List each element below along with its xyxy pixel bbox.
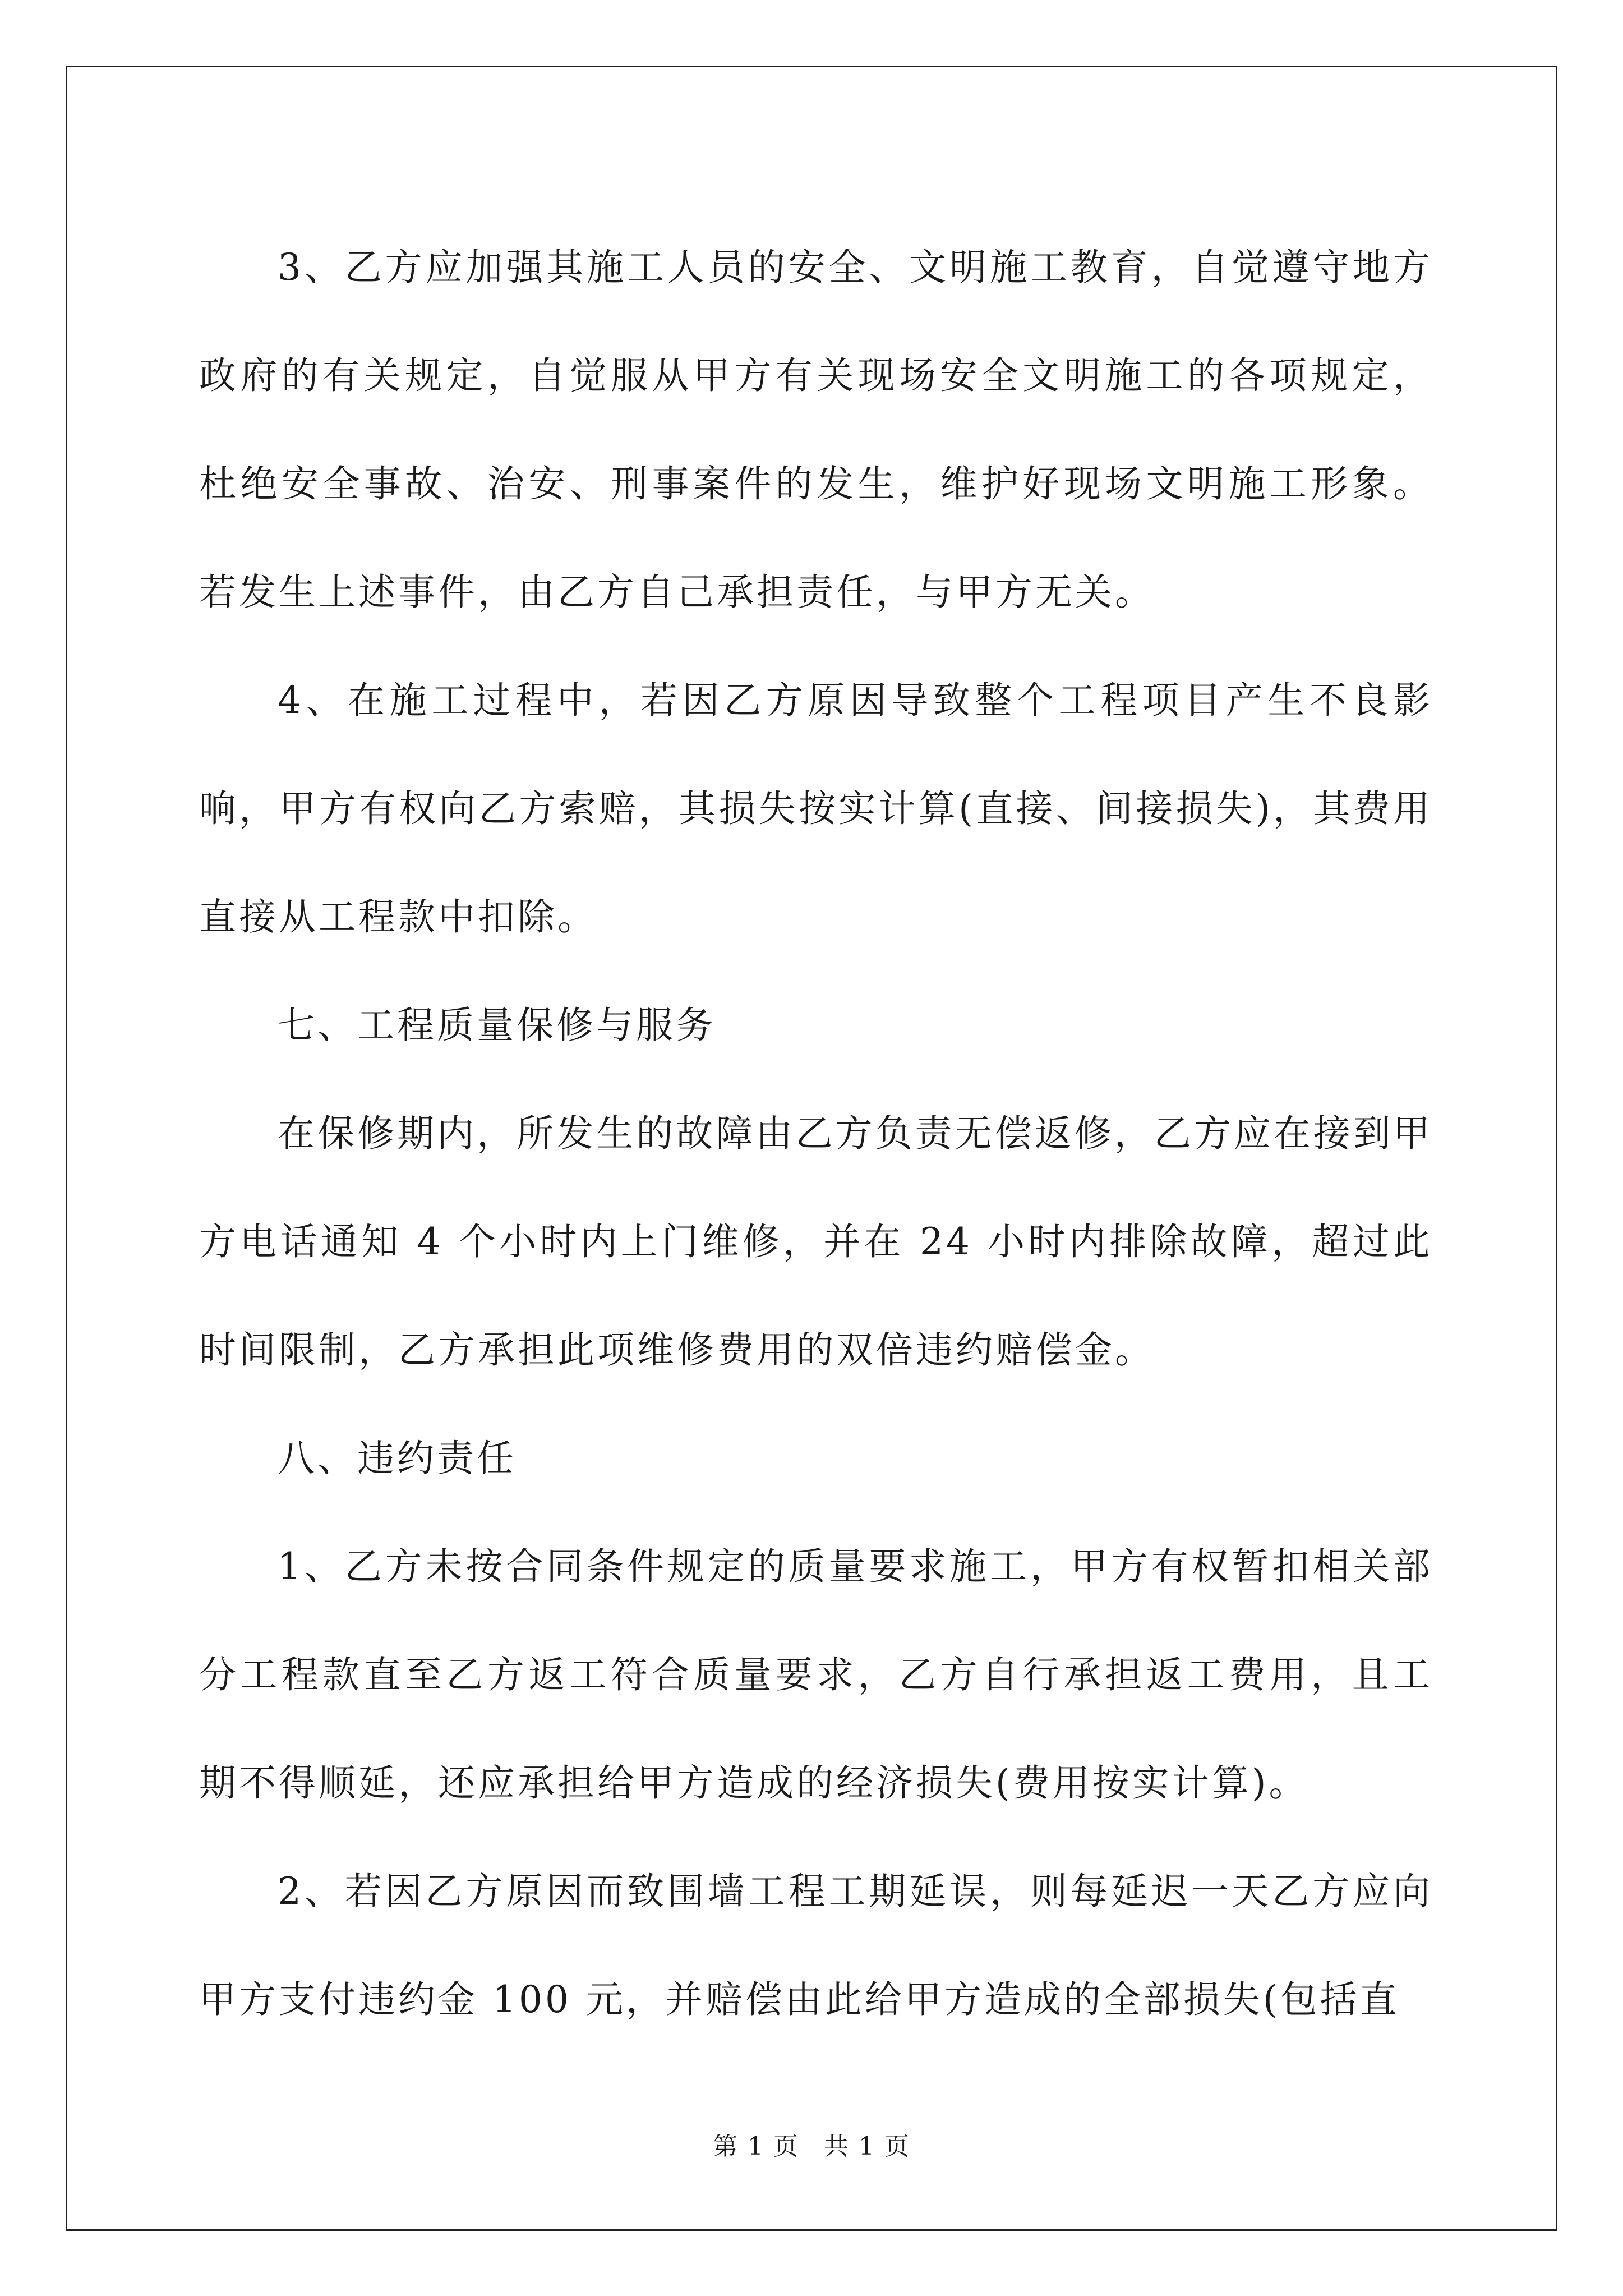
breach-clause-1: 1、乙方未按合同条件规定的质量要求施工，甲方有权暂扣相关部分工程款直至乙方返工符合质量要求，乙方自行承担返工费用，且工期不得顺延，还应承担给甲方造成的经济损失(费用按实计算)。 — [199, 1545, 1433, 1805]
clause-3-safety: 3、乙方应加强其施工人员的安全、文明施工教育，自觉遵守地方政府的有关规定，自觉服从甲方有关现场安全文明施工的各项规定，杜绝安全事故、治安、刑事案件的发生，维护好现场文明施工形象。若发生上述事件，由乙方自己承担责任，与甲方无关。 — [199, 246, 1433, 614]
warranty-paragraph: 在保修期内，所发生的故障由乙方负责无偿返修，乙方应在接到甲方电话通知 4 个小时内上门维修，并在 24 小时内排除故障，超过此时间限制，乙方承担此项维修费用的双倍违约赔偿金。 — [199, 1112, 1433, 1372]
breach-clause-2: 2、若因乙方原因而致围墙工程工期延误，则每延迟一天乙方应向甲方支付违约金 100 元，并赔偿由此给甲方造成的全部损失(包括直 — [199, 1870, 1433, 2021]
page-footer — [0, 2126, 1623, 2162]
document-body — [199, 213, 1433, 2054]
section-heading-breach: 八、违约责任 — [278, 1437, 517, 1480]
page-number: 第 1 页 — [713, 2132, 799, 2161]
page-total: 共 1 页 — [824, 2132, 910, 2161]
clause-4-damages: 4、在施工过程中，若因乙方原因导致整个工程项目产生不良影响，甲方有权向乙方索赔，其损失按实计算(直接、间接损失)，其费用直接从工程款中扣除。 — [199, 679, 1433, 938]
section-heading-warranty: 七、工程质量保修与服务 — [278, 1004, 716, 1047]
